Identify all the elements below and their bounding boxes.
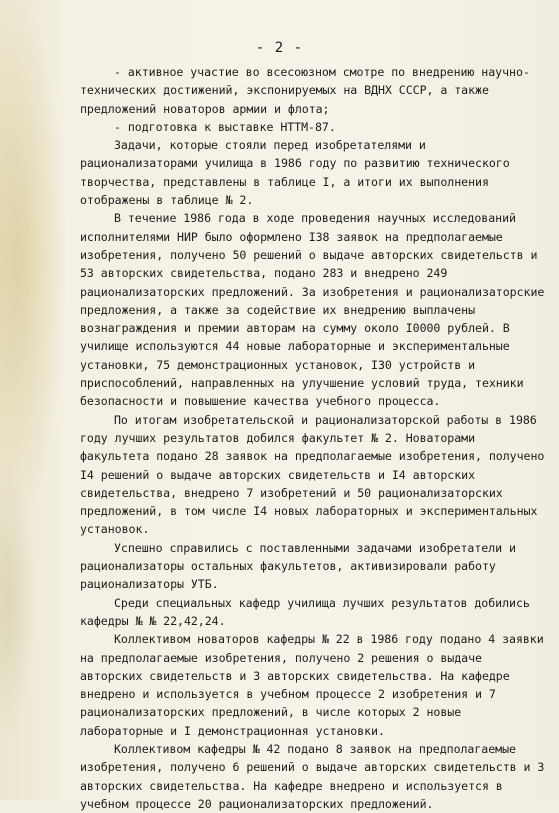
paragraph-4: В течение 1986 года в ходе проведения научных исследований исполнителями НИР было оформлено I38 заявок на предполагаемые изобретения, получено 50 решений о выдаче авторских свидетельств и 53 авторских свидетельства, подано 283 и внедрено 249 рационализаторских предложений. За изобретения и рационализаторские предложения, а также за содействие их внедрению выплачены вознаграждения и премии авторам на сумму около I0000 рублей. В училище используются 44 новые лабораторные и экспериментальные установки, 75 демонстрационных установок, I30 устройств и приспособлений, направленных на улучшение условий труда, техники безопасности и повышение качества учебного процесса. bbox=[80, 211, 545, 409]
body-text bbox=[80, 63, 548, 813]
page-number: - 2 - bbox=[255, 40, 304, 56]
paragraph-8: Коллективом новаторов кафедры № 22 в 1986 году подано 4 заявки на предполагаемые изобретения, получено 2 решения о выдаче авторских свидетельств и 3 авторских свидетельства. На кафедре внедрено и используется в учебном процессе 2 изобретения и 7 рационализаторских предложений, в числе которых 2 новые лабораторные и I демонстрационная установки. bbox=[80, 632, 544, 738]
paragraph-6: Успешно справились с поставленными задачами изобретатели и рационализаторы остальных факультетов, активизировали работу рационализаторы УТБ. bbox=[80, 540, 516, 592]
paragraph-9: Коллективом кафедры № 42 подано 8 заявок на предполагаемые изобретения, получено 6 решений о выдаче авторских свидетельств и 3 авторских свидетельства. На кафедре внедрено и используется в учебном процессе 20 рационализаторских предложений. bbox=[80, 741, 545, 811]
paragraph-3: Задачи, которые стояли перед изобретателями и рационализаторами училища в 1986 году по развитию технического творчества, представлены в таблице I, а итоги их выполнения отображены в таблице № 2. bbox=[80, 138, 510, 208]
paragraph-5: По итогам изобретательской и рационализаторской работы в 1986 году лучших результатов добился факультет № 2. Новаторами факультета подано 28 заявок на предполагаемые изобретения, получено I4 решений о выдаче авторских свидетельств и I4 авторских свидетельства, внедрено 7 изобретений и 50 рационализаторских предложений, в том числе I4 новых лабораторных и экспериментальных установок. bbox=[80, 412, 545, 537]
paragraph-1: - активное участие во всесоюзном смотре по внедрению научно-технических достижений, экспонируемых на ВДНХ СССР, а также предложений новаторов армии и флота; bbox=[80, 65, 530, 116]
paragraph-7: Среди специальных кафедр училища лучших результатов добились кафедры № № 22,42,24. bbox=[80, 595, 530, 628]
paragraph-2: - подготовка к выставке НТТМ-87. bbox=[114, 119, 336, 134]
